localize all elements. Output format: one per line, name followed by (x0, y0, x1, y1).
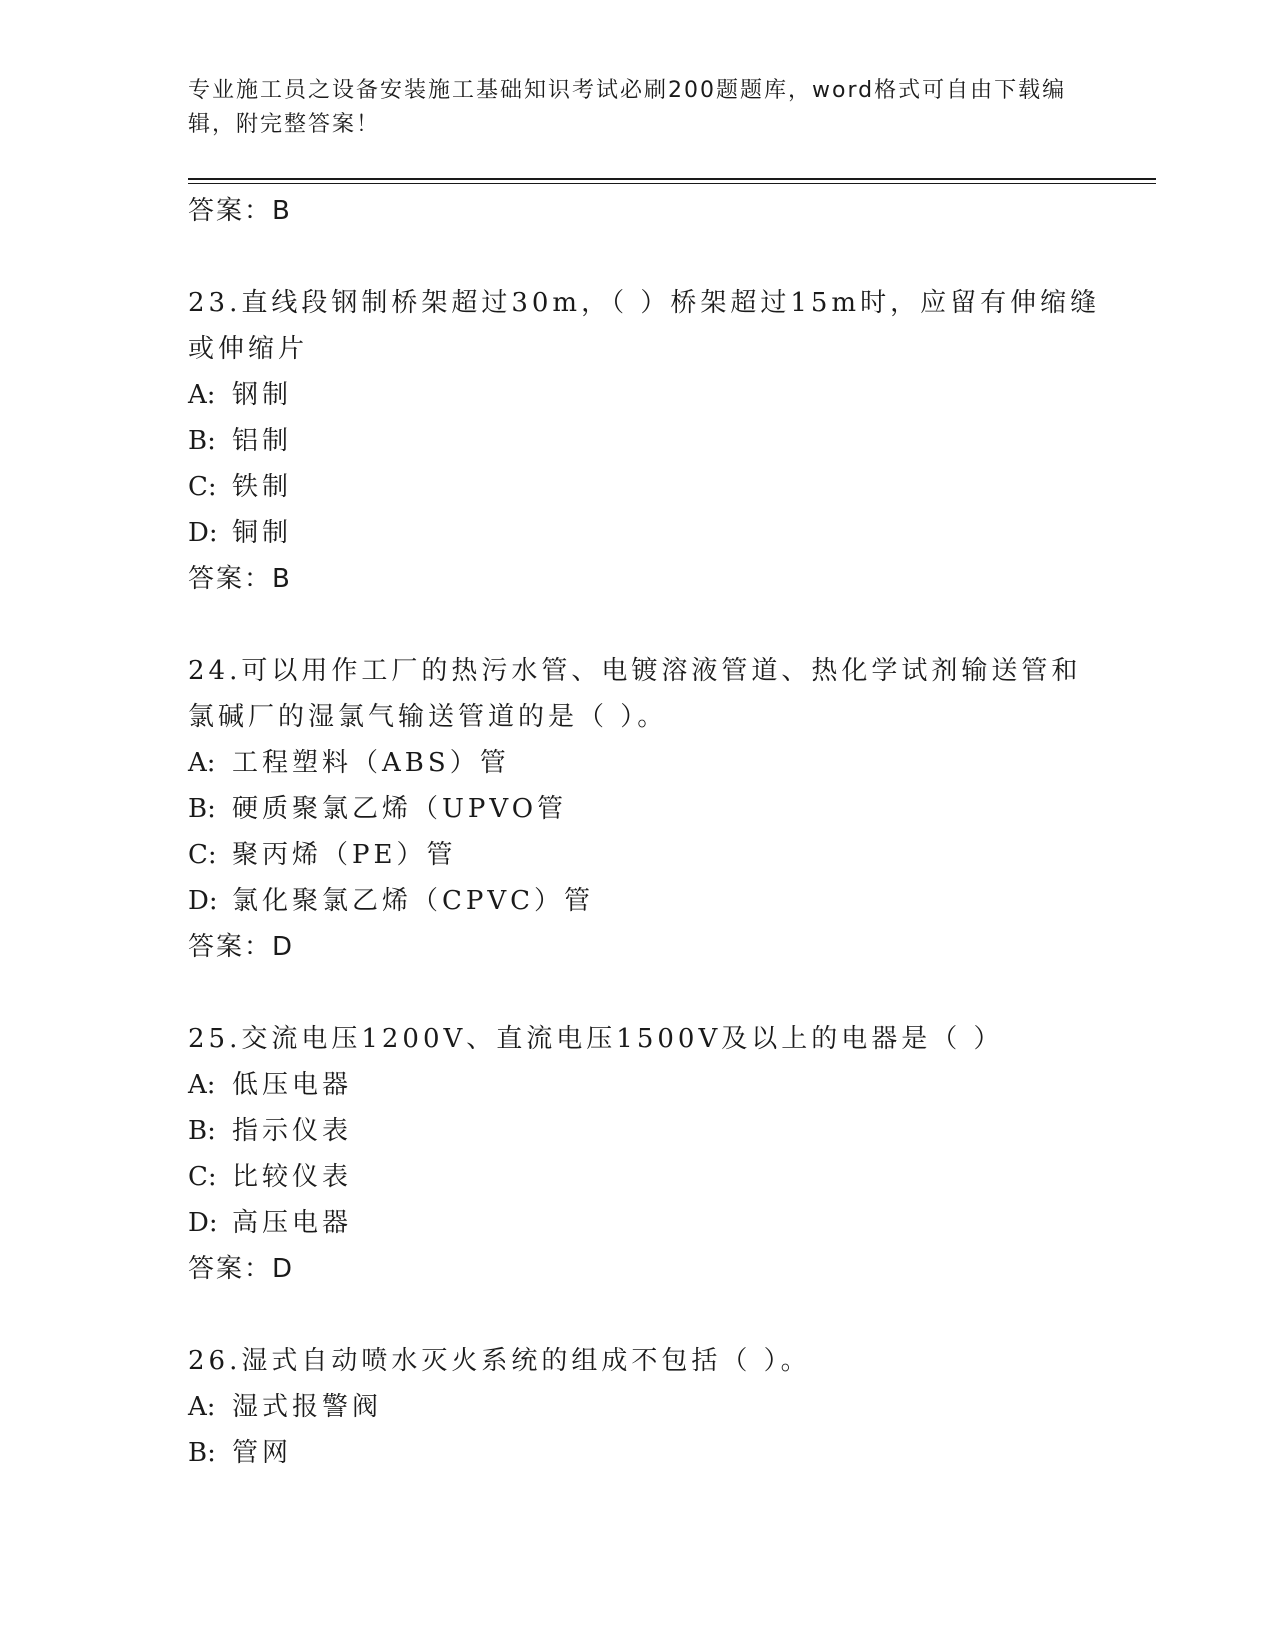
option-letter: D: (188, 886, 218, 916)
option-text: 氯化聚氯乙烯（CPVC）管 (232, 886, 595, 916)
option-text: 铜制 (232, 518, 293, 548)
option-letter: B: (188, 1116, 216, 1146)
option-a (188, 1384, 1108, 1430)
option-b (188, 1108, 1108, 1154)
option-letter: A: (188, 748, 216, 778)
option-letter: C: (188, 472, 217, 502)
option-text: 聚丙烯（PE）管 (232, 840, 457, 870)
question-text: 24.可以用作工厂的热污水管、电镀溶液管道、热化学试剂输送管和氯碱厂的湿氯气输送管道的是（ ）。 (188, 656, 1082, 732)
spacer (188, 1292, 1108, 1338)
option-text: 工程塑料（ABS）管 (232, 748, 510, 778)
question-text: 25.交流电压1200V、直流电压1500V及以上的电器是（ ） (188, 1024, 1004, 1054)
spacer (188, 970, 1108, 1016)
answer-line: 答案：D (188, 932, 295, 962)
option-text: 低压电器 (232, 1070, 353, 1100)
question-text: 26.湿式自动喷水灭火系统的组成不包括（ ）。 (188, 1346, 811, 1376)
question-text: 23.直线段钢制桥架超过30m，（ ）桥架超过15m时，应留有伸缩缝或伸缩片 (188, 288, 1101, 364)
header-divider-thin (188, 183, 1156, 184)
option-b (188, 1430, 1108, 1476)
option-text: 铁制 (232, 472, 293, 502)
question-block (188, 280, 1108, 602)
option-letter: B: (188, 1438, 216, 1468)
option-d (188, 510, 1108, 556)
option-text: 比较仪表 (232, 1162, 353, 1192)
option-a (188, 372, 1108, 418)
option-text: 指示仪表 (232, 1116, 353, 1146)
option-letter: B: (188, 426, 216, 456)
answer-line: 答案：B (188, 196, 292, 226)
answer-line: 答案：B (188, 564, 292, 594)
option-d (188, 1200, 1108, 1246)
option-c (188, 832, 1108, 878)
option-b (188, 418, 1108, 464)
option-text: 硬质聚氯乙烯（UPVO管 (232, 794, 568, 824)
spacer (188, 602, 1108, 648)
spacer (188, 234, 1108, 280)
question-list (188, 188, 1108, 1476)
page-header: 专业施工员之设备安装施工基础知识考试必刷200题题库，word格式可自由下载编辑，附完整答案！ (188, 78, 1067, 137)
option-letter: D: (188, 1208, 218, 1238)
option-c (188, 464, 1108, 510)
option-a (188, 1062, 1108, 1108)
option-letter: C: (188, 1162, 217, 1192)
option-letter: A: (188, 1070, 216, 1100)
option-letter: B: (188, 794, 216, 824)
option-letter: D: (188, 518, 218, 548)
option-text: 高压电器 (232, 1208, 353, 1238)
header-divider (188, 178, 1156, 180)
option-text: 湿式报警阀 (232, 1392, 383, 1422)
option-letter: A: (188, 380, 216, 410)
option-c (188, 1154, 1108, 1200)
option-b (188, 786, 1108, 832)
question-block (188, 1016, 1108, 1292)
answer-line: 答案：D (188, 1254, 295, 1284)
option-d (188, 878, 1108, 924)
option-text: 钢制 (232, 380, 293, 410)
question-block (188, 1338, 1108, 1476)
option-letter: C: (188, 840, 217, 870)
option-text: 管网 (232, 1438, 293, 1468)
option-letter: A: (188, 1392, 216, 1422)
option-a (188, 740, 1108, 786)
question-block (188, 648, 1108, 970)
option-text: 铝制 (232, 426, 293, 456)
